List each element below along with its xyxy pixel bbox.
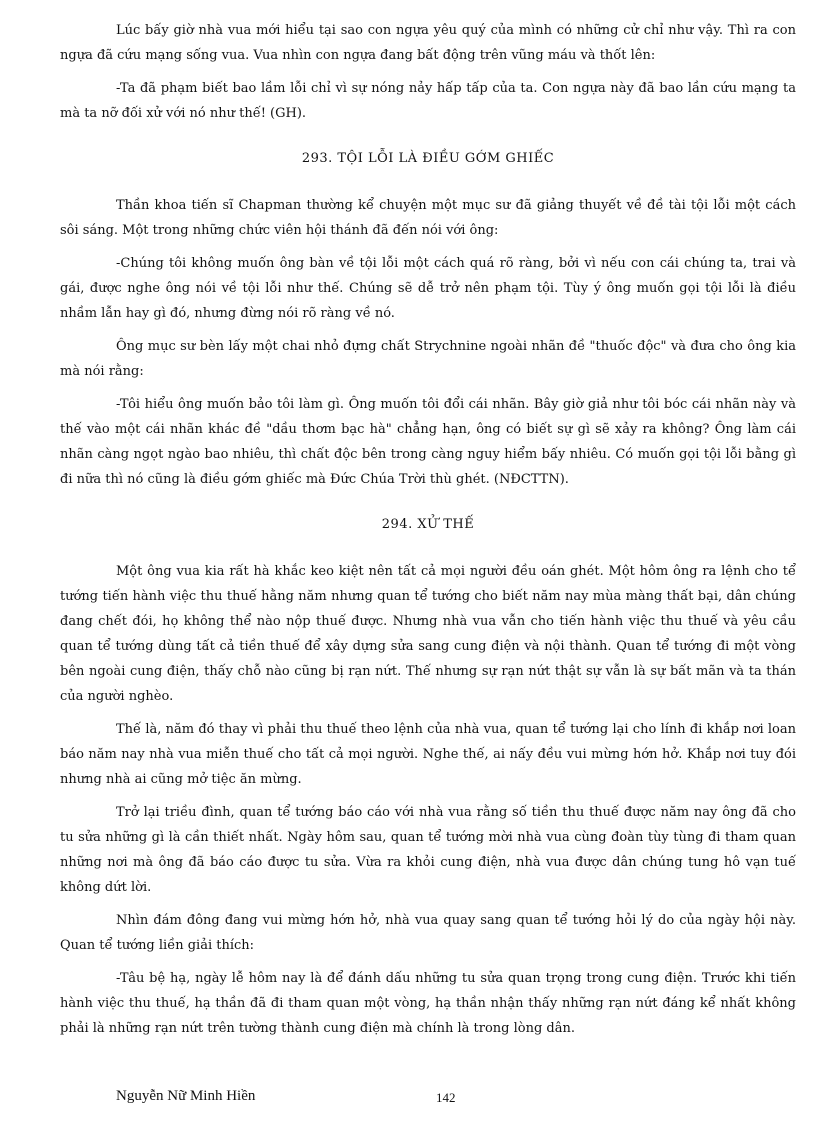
section-heading-293: 293. TỘI LỖI LÀ ĐIỀU GỚM GHIẾC	[301, 151, 555, 166]
paragraph: -Ta đã phạm biết bao lầm lỗi chỉ vì sự nóng nảy hấp tấp của ta. Con ngựa này đã bao lần cứu mạng ta mà ta nỡ đối xử với nó như thế! (GH).	[60, 81, 796, 121]
paragraph: Thần khoa tiến sĩ Chapman thường kể chuyện một mục sư đã giảng thuyết về đề tài tội lỗi một cách sôi sáng. Một trong những chức viên hội thánh đã đến nói với ông:	[60, 198, 796, 238]
paragraph: -Tôi hiểu ông muốn bảo tôi làm gì. Ông muốn tôi đổi cái nhãn. Bây giờ giả như tôi bóc cái nhãn này và thế vào một cái nhãn khác đề "dầu thơm bạc hà" chẳng hạn, ông có biết sự gì sẽ xảy ra không? Ông làm cái nhãn càng ngọt ngào bao nhiêu, thì chất độc bên trong càng nguy hiểm bấy nhiêu. Có muốn gọi tội lỗi bằng gì đi nữa thì nó cũng là điều gớm ghiếc mà Đức Chúa Trời thù ghét. (NĐCTTN).	[60, 397, 796, 487]
page-number: 142	[436, 1090, 456, 1105]
paragraph: Lúc bấy giờ nhà vua mới hiểu tại sao con ngựa yêu quý của mình có những cử chỉ như vậy. Thì ra con ngựa đã cứu mạng sống vua. Vua nhìn con ngựa đang bất động trên vũng máu và thốt lên:	[60, 23, 796, 63]
paragraph: Trở lại triều đình, quan tể tướng báo cáo với nhà vua rằng số tiền thu thuế được năm nay ông đã cho tu sửa những gì là cần thiết nhất. Ngày hôm sau, quan tể tướng mời nhà vua cùng đoàn tùy tùng đi tham quan những nơi mà ông đã báo cáo được tu sửa. Vừa ra khỏi cung điện, nhà vua được dân chúng tung hô vạn tuế không dứt lời.	[60, 805, 796, 895]
page-footer	[60, 1088, 796, 1112]
paragraph: -Tâu bệ hạ, ngày lễ hôm nay là để đánh dấu những tu sửa quan trọng trong cung điện. Trước khi tiến hành việc thu thuế, hạ thần đã đi tham quan một vòng, hạ thần nhận thấy những rạn nứt đáng kể nhất không phải là những rạn nứt trên tường thành cung điện mà chính là trong lòng dân.	[60, 971, 796, 1036]
paragraph: Nhìn đám đông đang vui mừng hớn hở, nhà vua quay sang quan tể tướng hỏi lý do của ngày hội này. Quan tể tướng liền giải thích:	[60, 913, 796, 953]
section-heading-294: 294. XỬ THẾ	[381, 517, 475, 532]
document-page	[60, 18, 796, 1049]
paragraph: Một ông vua kia rất hà khắc keo kiệt nên tất cả mọi người đều oán ghét. Một hôm ông ra lệnh cho tể tướng tiến hành việc thu thuế hằng năm nhưng quan tể tướng cho biết năm nay mùa màng thất bại, dân chúng đang chết đói, họ không thể nào nộp thuế được. Nhưng nhà vua vẫn cho tiến hành việc thu thuế và yêu cầu quan tể tướng dùng tất cả tiền thuế để xây dựng sửa sang cung điện và nội thành. Quan tể tướng đi một vòng bên ngoài cung điện, thấy chỗ nào cũng bị rạn nứt. Thế nhưng sự rạn nứt thật sự vẫn là sự bất mãn và ta thán của người nghèo.	[60, 564, 796, 704]
paragraph: -Chúng tôi không muốn ông bàn về tội lỗi một cách quá rõ ràng, bởi vì nếu con cái chúng ta, trai và gái, được nghe ông nói về tội lỗi như thế. Chúng sẽ dễ trở nên phạm tội. Tùy ý ông muốn gọi tội lỗi là điều nhầm lẫn hay gì đó, nhưng đừng nói rõ ràng về nó.	[60, 256, 796, 321]
footer-author: Nguyễn Nữ Minh Hiền	[116, 1088, 256, 1104]
paragraph: Ông mục sư bèn lấy một chai nhỏ đựng chất Strychnine ngoài nhãn đề "thuốc độc" và đưa cho ông kia mà nói rằng:	[60, 339, 796, 379]
paragraph: Thế là, năm đó thay vì phải thu thuế theo lệnh của nhà vua, quan tể tướng lại cho lính đi khắp nơi loan báo năm nay nhà vua miễn thuế cho tất cả mọi người. Nghe thế, ai nấy đều vui mừng hớn hở. Khắp nơi tuy đói nhưng nhà ai cũng mở tiệc ăn mừng.	[60, 722, 796, 787]
